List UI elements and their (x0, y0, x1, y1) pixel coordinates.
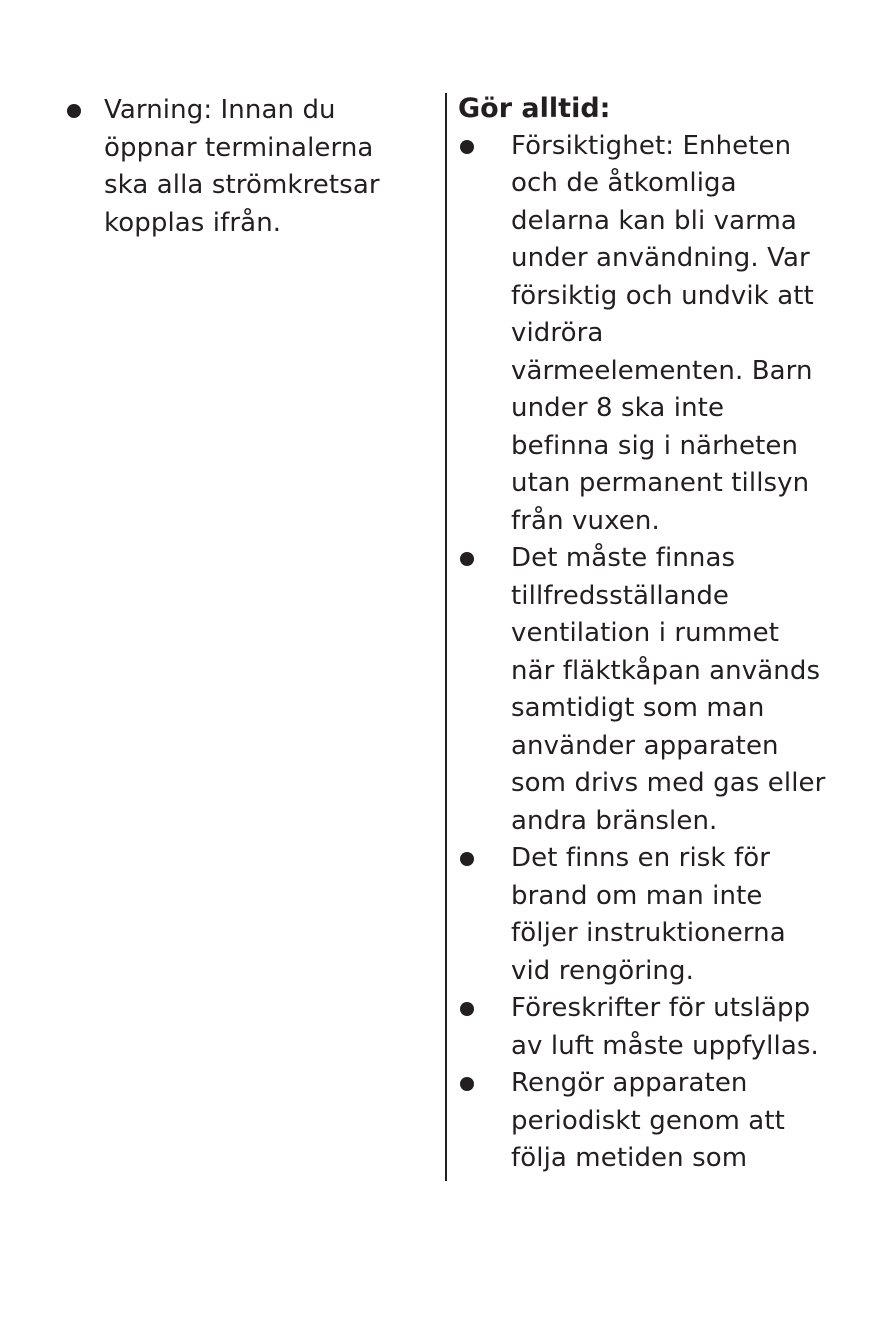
section-heading: Gör alltid: (458, 93, 611, 124)
list-item-line: ventilation i rummet (511, 618, 780, 648)
list-item-line: som drivs med gas eller (511, 768, 826, 798)
right-bullet-list (458, 128, 888, 1178)
list-item-line: Varning: Innan du (104, 95, 336, 125)
list-item-line: värmeelementen. Barn (511, 355, 813, 386)
list-item-line: kopplas ifrån. (104, 207, 282, 238)
bullet-dot-icon (460, 1077, 474, 1091)
list-item (458, 990, 888, 1065)
left-bullet-list (62, 92, 412, 242)
list-item-line: följer instruktionerna (511, 918, 786, 948)
list-item-line: av luft måste uppfyllas. (511, 1030, 819, 1061)
left-column (62, 92, 412, 242)
list-item-line: brand om man inte (511, 880, 763, 911)
bullet-dot-icon (460, 1002, 474, 1016)
list-item-line: under 8 ska inte (511, 393, 725, 423)
column-divider (445, 93, 447, 1181)
list-item-line: ska alla strömkretsar (104, 170, 380, 200)
list-item (458, 840, 888, 990)
list-item-line: och de åtkomliga (511, 168, 737, 198)
list-item-line: försiktig och undvik att (511, 280, 814, 311)
list-item-line: under användning. Var (511, 243, 810, 273)
list-item-line: periodiskt genom att (511, 1105, 785, 1136)
list-item (62, 92, 412, 242)
list-item-line: använder apparaten (511, 730, 779, 761)
list-item-line: Försiktighet: Enheten (511, 130, 792, 161)
list-item-line: följa metiden som (511, 1143, 748, 1173)
list-item-line: delarna kan bli varma (511, 205, 797, 236)
bullet-dot-icon (460, 140, 474, 154)
list-item-line: Det finns en risk för (511, 843, 770, 873)
list-item-line: tillfredsställande (511, 580, 730, 611)
bullet-dot-icon (460, 552, 474, 566)
bullet-dot-icon (460, 852, 474, 866)
list-item-line: när fläktkåpan används (511, 655, 821, 686)
list-item (458, 128, 888, 541)
list-item-line: Rengör apparaten (511, 1068, 748, 1098)
right-column (458, 90, 888, 1178)
bullet-dot-icon (67, 104, 81, 118)
list-item (458, 1065, 888, 1178)
list-item-line: Föreskrifter för utsläpp (511, 993, 811, 1023)
list-item (458, 540, 888, 840)
list-item-line: utan permanent tillsyn (511, 468, 810, 498)
list-item-line: befinna sig i närheten (511, 430, 799, 461)
list-item-line: vidröra (511, 318, 604, 348)
list-item-line: andra bränslen. (511, 805, 718, 836)
list-item-line: från vuxen. (511, 505, 660, 536)
list-item-line: öppnar terminalerna (104, 132, 374, 163)
list-item-line: vid rengöring. (511, 955, 694, 986)
list-item-line: Det måste finnas (511, 543, 736, 573)
list-item-line: samtidigt som man (511, 693, 765, 723)
